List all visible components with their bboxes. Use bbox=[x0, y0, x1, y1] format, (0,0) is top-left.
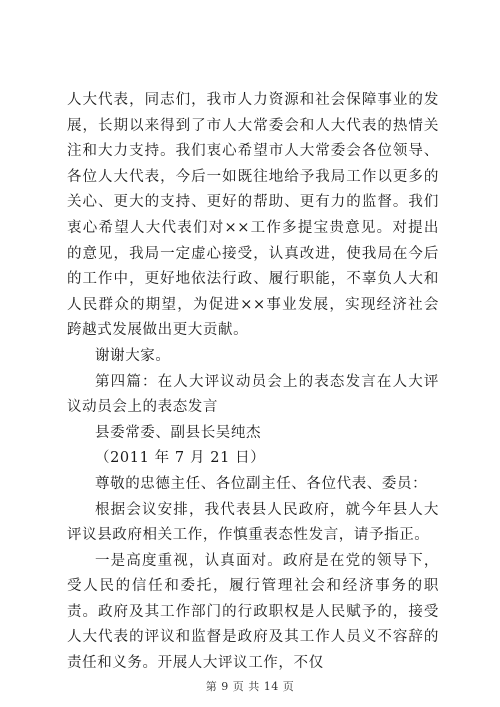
page-footer: 第 9 页 共 14 页 bbox=[205, 680, 295, 693]
paragraph-thanks: 谢谢大家。 bbox=[95, 347, 171, 364]
speaker-line: 县委常委、副县长吴纯杰 bbox=[95, 424, 262, 441]
section-heading: 第四篇：在人大评议动员会上的表态发言在人大评议动员会上的表态发言 bbox=[67, 373, 439, 416]
paragraph-closing-remarks: 人大代表，同志们，我市人力资源和社会保障事业的发展，长期以来得到了市人大常委会和人大代表的热情关注和大力支持。我们衷心希望市人大常委会各位领导、各位人大代表，今后一如既往地给予我局工作以更多的关心、更大的支持、更好的帮助、更有力的监督。我们衷心希望人大代表们对××工作多提宝贵意见。对提出的意见，我局一定虚心接受，认真改进，使我局在今后的工作中，更好地依法行政、履行职能，不辜负人大和人民群众的期望，为促进××事业发展，实现经济社会跨越式发展做出更大贡献。 bbox=[67, 92, 439, 339]
document-body bbox=[67, 88, 439, 677]
paragraph-point-one: 一是高度重视，认真面对。政府是在党的领导下，受人民的信任和委托，履行管理社会和经济事务的职责。政府及其工作部门的行政职权是人民赋予的，接受人大代表的评议和监督是政府及其工作人员义不容辞的责任和义务。开展人大评议工作，不仅 bbox=[67, 552, 439, 672]
date-line: （2011 年 7 月 21 日） bbox=[95, 450, 266, 467]
paragraph-intro: 根据会议安排，我代表县人民政府，就今年县人大评议县政府相关工作，作慎重表态性发言，请予指正。 bbox=[67, 501, 439, 544]
salutation: 尊敬的忠德主任、各位副主任、各位代表、委员： bbox=[95, 475, 428, 492]
